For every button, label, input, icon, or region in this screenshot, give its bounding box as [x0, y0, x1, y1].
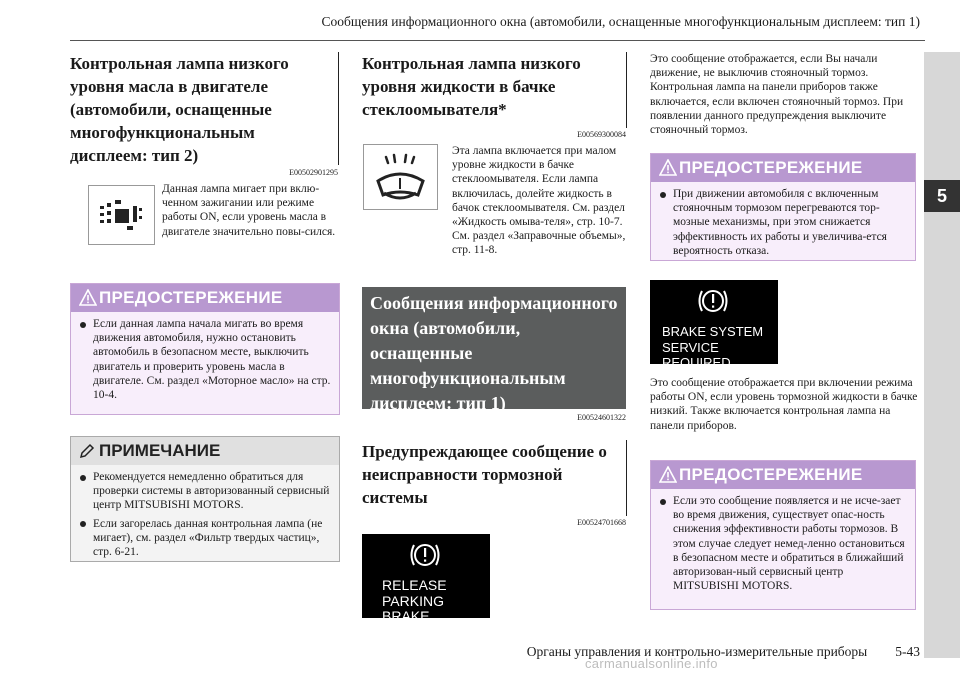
display-line1: BRAKE SYSTEM: [662, 324, 764, 339]
chapter-tab-number: 5: [924, 180, 960, 212]
chapter-tab-strip: [924, 52, 960, 658]
oil-lamp-section-heading-box: [70, 52, 339, 165]
parking-brake-message-description: Это сообщение отображается, если Вы начали движение, не выключив стояночный тормоз. Контрольная лампа на панели приборов также включается, если включен стояночный тормоз. При появлении данного предупреждения выключите стояночный тормоз.: [650, 53, 904, 137]
warning-header: [651, 154, 915, 182]
brake-warning-icon: [408, 540, 442, 570]
washer-lamp-section-heading-box: [362, 52, 627, 128]
warning-triangle-icon: [79, 289, 97, 306]
brake-system-service-display: [650, 280, 778, 370]
note-item: Рекомендуется немедленно обратиться для проверки системы в авторизованный сервисный центр MITSUBISHI MOTORS.: [71, 465, 339, 515]
oil-level-lamp-icon: [88, 185, 155, 245]
washer-fluid-lamp-icon: [363, 144, 438, 210]
warning-label: ПРЕДОСТЕРЕЖЕНИЕ: [99, 288, 283, 307]
bullet: [80, 322, 86, 328]
warning-label: ПРЕДОСТЕРЕЖЕНИЕ: [679, 465, 863, 484]
bullet: [660, 499, 666, 505]
brake-section-heading-box: [362, 440, 627, 516]
oil-lamp-note-box: [70, 436, 340, 562]
warning-item: Если это сообщение появляется и не исче-зает во время движения, существует опас-ность снижения эффективности работы тормозов. В этом случае следует немед-ленно остановиться в безопасном месте и обратиться в ближайший авторизован-ный сервисный центр MITSUBISHI MOTORS.: [651, 489, 915, 599]
display-line2: SERVICE REQUIRED: [662, 340, 731, 370]
pencil-icon: [79, 443, 95, 459]
warning-triangle-icon: [659, 466, 677, 483]
note-item: Если загорелась данная контрольная лампа (не мигает), см. раздел «Фильтр твердых частиц», стр. 6-21.: [71, 515, 339, 566]
brake-fluid-message-description: Это сообщение отображается при включении режима работы ON, если уровень тормозной жидкости в бачке низкий. Также включается контрольная лампа на панели приборов.: [650, 377, 918, 432]
watermark: carmanualsonline.info: [585, 656, 718, 671]
washer-lamp-description: Эта лампа включается при малом уровне жидкости в бачке стеклоомывателя. Если лампа включилась, долейте жидкость в бачок стеклоомывателя. См. раздел «Жидкость омыва-теля», стр. 10-7. См. раздел «Заправочные объемы», стр. 11-8.: [452, 145, 626, 257]
oil-lamp-description: Данная лампа мигает при вклю-ченном зажигании или режиме работы ON, если уровень масла в двигателе значительно повы-сился.: [162, 183, 336, 238]
washer-lamp-section-title: Контрольная лампа низкого уровня жидкости в бачке стеклоомывателя*: [362, 54, 581, 119]
warning-triangle-icon: [659, 159, 677, 176]
display-line1: RELEASE: [382, 577, 447, 593]
bullet: [660, 192, 666, 198]
oil-lamp-warning-box: [70, 283, 340, 415]
oil-lamp-section-code: E00502901295: [289, 168, 338, 177]
oil-lamp-section-title: Контрольная лампа низкого уровня масла в двигателе (автомобили, оснащенные многофункциональным дисплеем: тип 2): [70, 54, 289, 165]
warning-header: [651, 461, 915, 489]
bullet: [80, 475, 86, 481]
header-rule: [70, 40, 925, 41]
warning-item: Если данная лампа начала мигать во время движения автомобиля, нужно остановить автомобиль в безопасном месте, выключить двигатель и проверить уровень масла в двигателе. См. раздел «Моторное масло» на стр. 10-4.: [71, 312, 339, 408]
brake-section-code: E00524701668: [577, 518, 626, 527]
page-header-title: Сообщения информационного окна (автомобили, оснащенные многофункциональным дисплеем: тип 1): [321, 14, 920, 29]
bullet: [80, 521, 86, 527]
note-header: [71, 437, 339, 465]
footer-section: Органы управления и контрольно-измерительные приборы: [526, 644, 868, 659]
info-window-section-code: E00524601322: [577, 413, 626, 422]
warning-label: ПРЕДОСТЕРЕЖЕНИЕ: [679, 158, 863, 177]
brake-section-title: Предупреждающее сообщение о неисправности тормозной системы: [362, 442, 607, 507]
release-parking-brake-display: [362, 534, 490, 624]
note-label: ПРИМЕЧАНИЕ: [99, 441, 221, 460]
warning-header: [71, 284, 339, 312]
info-window-section-panel: Сообщения информационного окна (автомобили, оснащенные многофункциональным дисплеем: тип 1): [362, 287, 626, 409]
warning-item: При движении автомобиля с включенным стояночным тормозом перегреваются тор-мозные механизмы, при этом снижается эффективность их работы и увеличива-ется вероятность отказа.: [651, 182, 915, 264]
page-number: 5-43: [895, 644, 920, 659]
brake-fluid-warning-box: [650, 460, 916, 610]
washer-lamp-section-code: E00569300084: [577, 130, 626, 139]
parking-brake-warning-box: [650, 153, 916, 261]
brake-warning-icon: [696, 286, 730, 316]
display-line2: PARKING BRAKE: [382, 593, 444, 624]
